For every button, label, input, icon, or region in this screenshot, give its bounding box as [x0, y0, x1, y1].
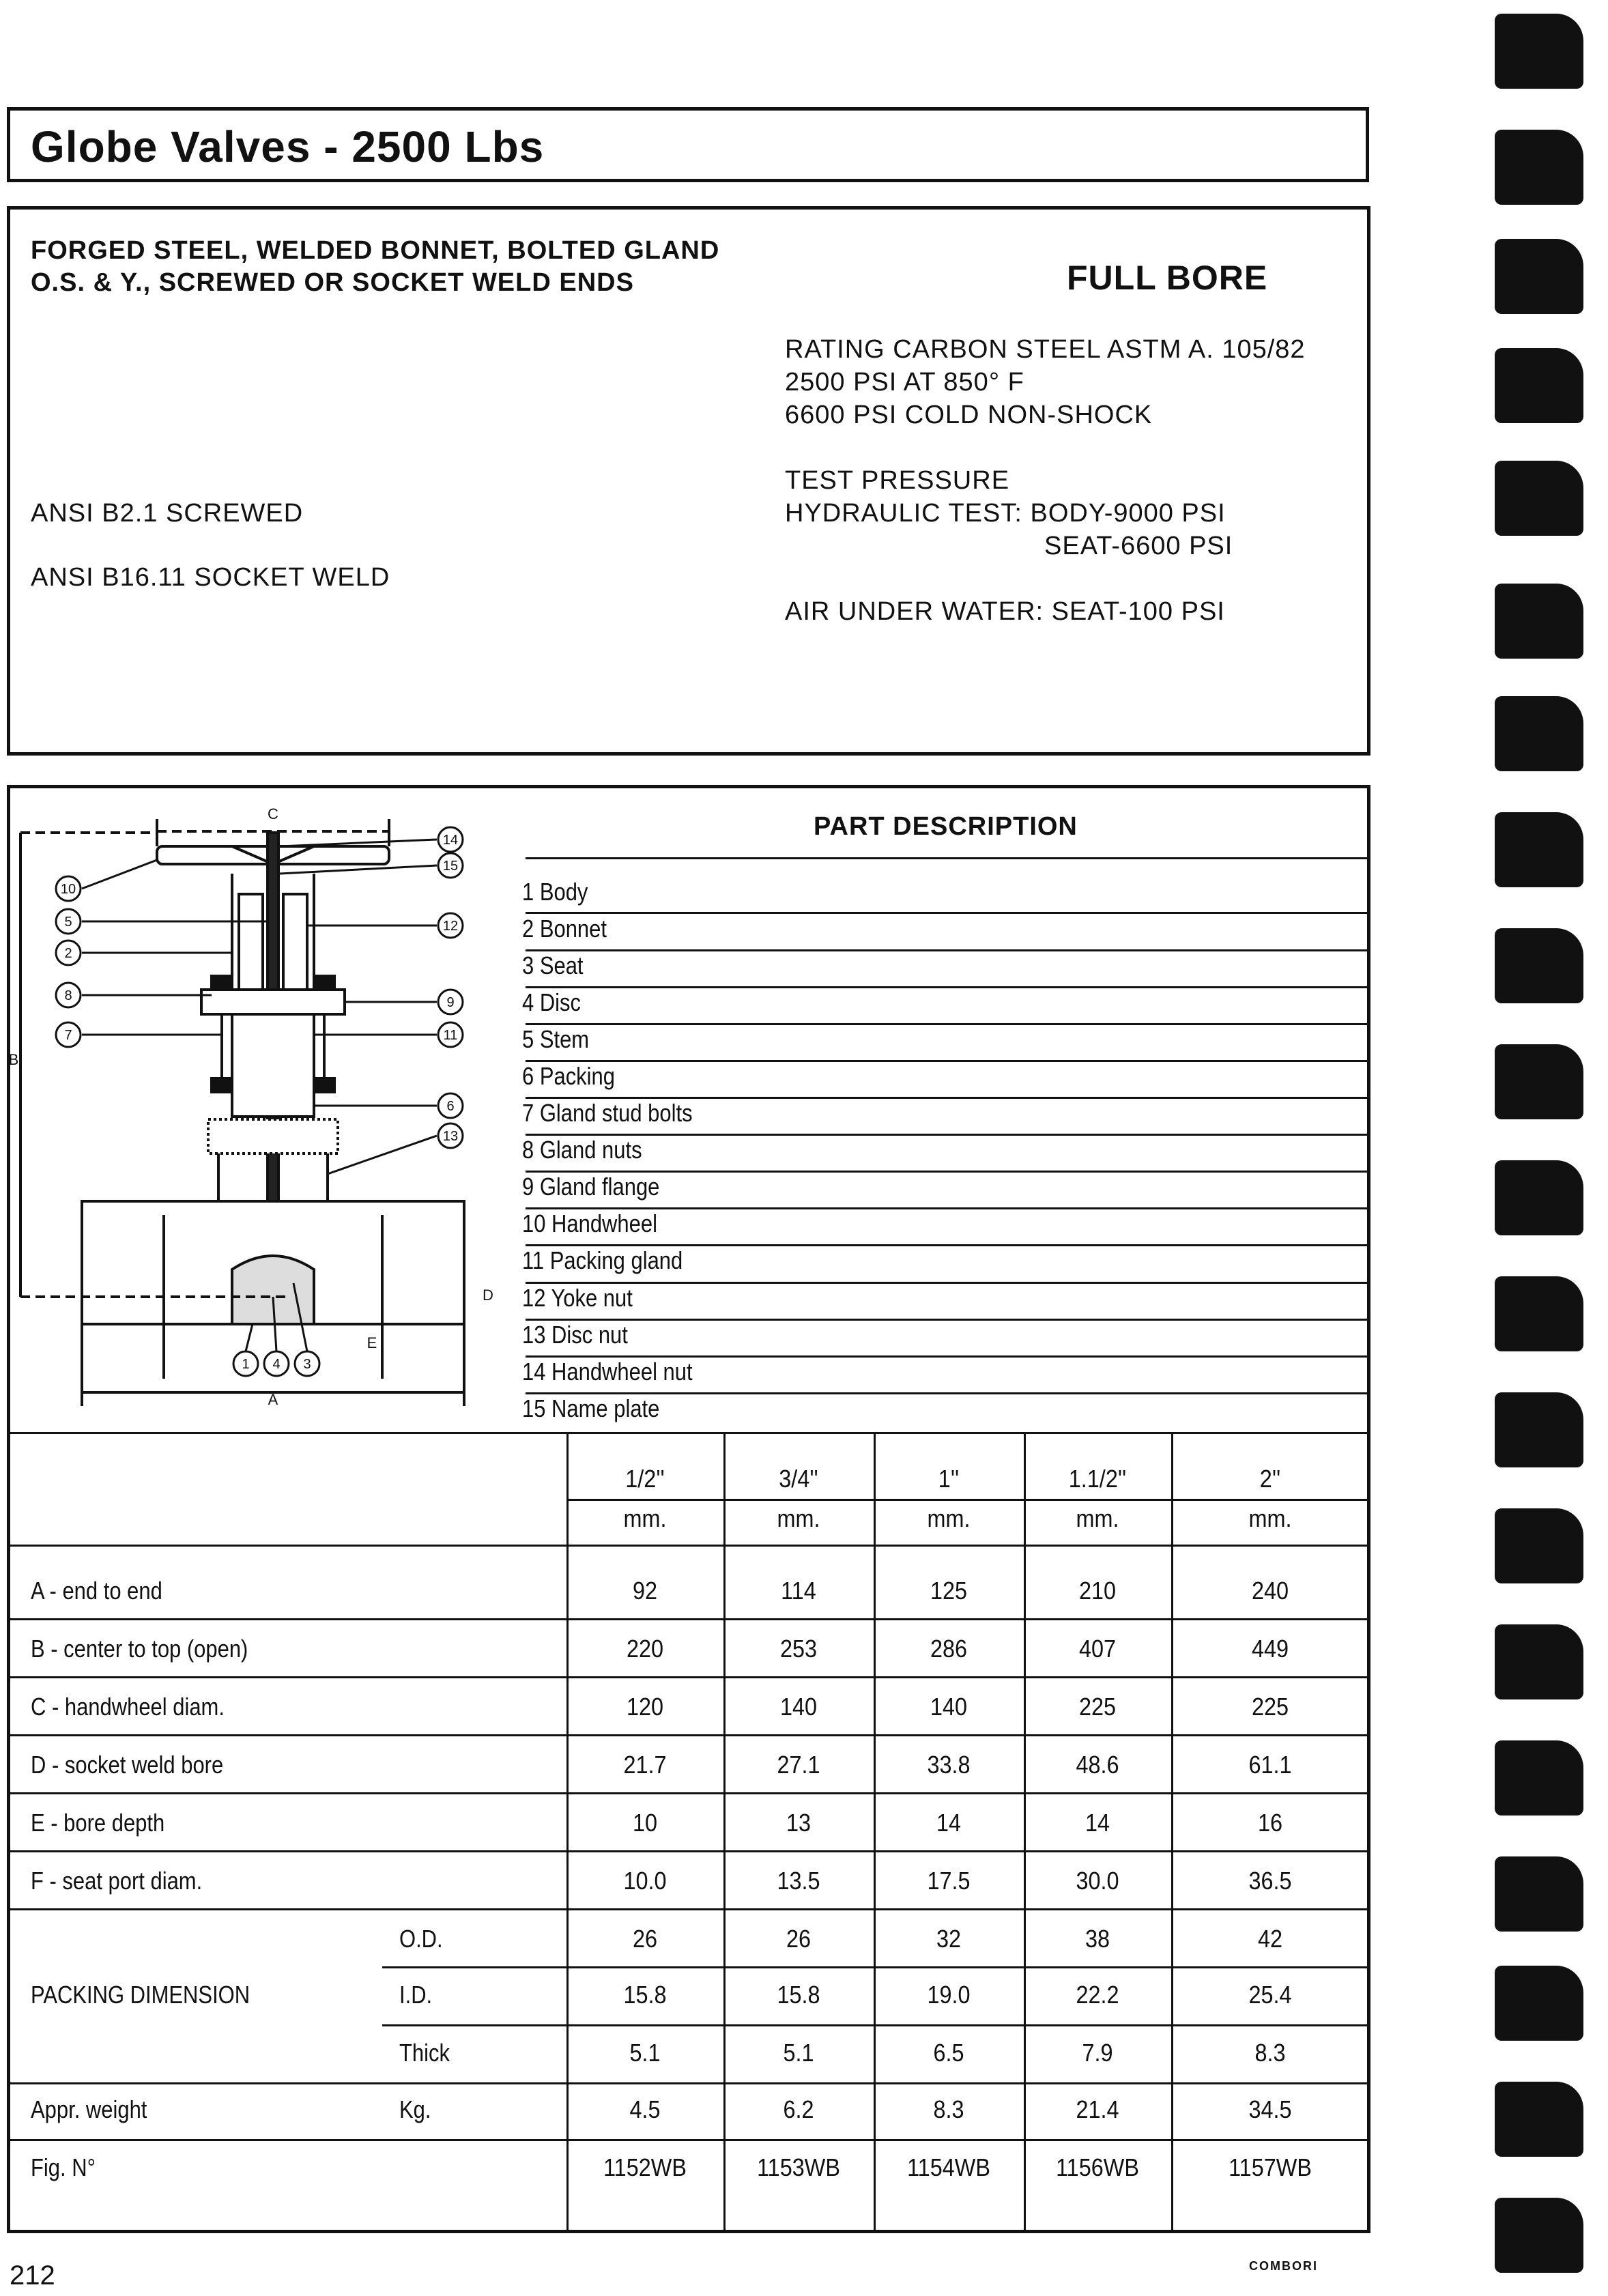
air-test-line: AIR UNDER WATER: SEAT-100 PSI [785, 597, 1225, 626]
ansi-screwed: ANSI B2.1 SCREWED [31, 499, 304, 528]
size-header: 3/4'' [779, 1465, 818, 1493]
table-cell: 407 [1078, 1635, 1117, 1663]
dim-a-letter: A [268, 1391, 278, 1408]
table-cell: 125 [930, 1577, 968, 1605]
svg-text:5: 5 [64, 915, 72, 930]
test-line-1: TEST PRESSURE [785, 466, 1010, 495]
test-line-3: SEAT-6600 PSI [1044, 532, 1233, 560]
table-cell: 449 [1251, 1635, 1289, 1663]
row-label: B - center to top (open) [31, 1635, 248, 1663]
callout-8 [56, 983, 212, 1007]
table-cell: 5.1 [783, 2039, 814, 2067]
table-cell: 225 [1251, 1693, 1289, 1721]
callout-6 [314, 1093, 463, 1118]
table-cell: 92 [632, 1577, 658, 1605]
table-cell: 1157WB [1229, 2153, 1312, 2181]
ansi-socket-weld: ANSI B16.11 SOCKET WELD [31, 563, 390, 592]
part-item: 13 Disc nut [522, 1321, 628, 1349]
svg-text:1: 1 [242, 1357, 250, 1372]
callout-7 [56, 1022, 222, 1047]
part-item: 8 Gland nuts [522, 1136, 642, 1164]
weight-label: Appr. weight [31, 2095, 147, 2123]
svg-text:10: 10 [60, 882, 76, 897]
table-cell: 26 [632, 1925, 658, 1953]
packing-sub-label: Thick [399, 2039, 450, 2067]
table-cell: 140 [930, 1693, 968, 1721]
dim-b-letter: B [8, 1051, 19, 1068]
spec-line-1: FORGED STEEL, WELDED BONNET, BOLTED GLAND [31, 236, 720, 265]
table-cell: 15.8 [623, 1981, 667, 2009]
callout-1 [233, 1324, 258, 1376]
table-cell: 1152WB [603, 2153, 687, 2181]
table-cell: 21.7 [623, 1751, 667, 1779]
table-cell: 225 [1078, 1693, 1117, 1721]
callout-13 [328, 1123, 463, 1174]
dim-d-letter: D [483, 1287, 493, 1304]
table-cell: 19.0 [927, 1981, 971, 2009]
table-cell: 7.9 [1082, 2039, 1113, 2067]
callout-12 [307, 913, 463, 938]
part-item: 9 Gland flange [522, 1173, 660, 1201]
brand-logo: COMBORI [1249, 2259, 1318, 2273]
table-cell: 21.4 [1076, 2095, 1119, 2123]
table-cell: 36.5 [1248, 1867, 1292, 1895]
table-cell: 6.5 [933, 2039, 964, 2067]
table-cell: 10 [632, 1809, 658, 1837]
row-label: A - end to end [31, 1577, 162, 1605]
part-item: 15 Name plate [522, 1394, 660, 1422]
svg-text:7: 7 [64, 1028, 72, 1043]
unit-header: mm. [1248, 1504, 1292, 1532]
table-cell: 38 [1085, 1925, 1110, 1953]
part-item: 5 Stem [522, 1025, 590, 1053]
size-header: 1'' [938, 1465, 960, 1493]
callout-5 [56, 909, 268, 934]
rating-line-3: 6600 PSI COLD NON-SHOCK [785, 401, 1153, 429]
row-label: D - socket weld bore [31, 1751, 224, 1779]
table-cell: 14 [1085, 1809, 1110, 1837]
table-cell: 13 [786, 1809, 812, 1837]
table-cell: 26 [786, 1925, 812, 1953]
table-cell: 22.2 [1076, 1981, 1119, 2009]
svg-text:11: 11 [443, 1028, 458, 1043]
part-item: 6 Packing [522, 1062, 615, 1090]
table-cell: 32 [936, 1925, 962, 1953]
table-cell: 30.0 [1076, 1867, 1119, 1895]
packing-sub-label: O.D. [399, 1925, 443, 1953]
row-label: C - handwheel diam. [31, 1693, 225, 1721]
table-cell: 13.5 [777, 1867, 820, 1895]
table-cell: 17.5 [927, 1867, 971, 1895]
table-cell: 42 [1257, 1925, 1283, 1953]
page-title: Globe Valves - 2500 Lbs [31, 122, 545, 171]
page-number: 212 [10, 2261, 55, 2291]
size-header: 2'' [1259, 1465, 1281, 1493]
weight-unit: Kg. [399, 2095, 431, 2123]
part-item: 11 Packing gland [522, 1246, 683, 1274]
part-item: 4 Disc [522, 988, 582, 1016]
rating-line-1: RATING CARBON STEEL ASTM A. 105/82 [785, 335, 1306, 364]
table-cell: 8.3 [933, 2095, 964, 2123]
table-cell: 253 [779, 1635, 818, 1663]
part-item: 7 Gland stud bolts [522, 1099, 693, 1127]
row-label: E - bore depth [31, 1809, 165, 1837]
unit-header: mm. [623, 1504, 667, 1532]
rating-line-2: 2500 PSI AT 850° F [785, 368, 1024, 397]
callout-2 [56, 941, 232, 965]
dim-c-letter: C [268, 805, 278, 822]
valve-cross-section-diagram [8, 805, 505, 1408]
part-item: 12 Yoke nut [522, 1284, 633, 1312]
table-cell: 15.8 [777, 1981, 820, 2009]
unit-header: mm. [777, 1504, 820, 1532]
table-cell: 114 [781, 1577, 816, 1605]
table-cell: 25.4 [1248, 1981, 1292, 2009]
unit-header: mm. [927, 1504, 971, 1532]
dim-e-letter: E [367, 1334, 377, 1351]
row-label: F - seat port diam. [31, 1867, 203, 1895]
spec-line-2: O.S. & Y., SCREWED OR SOCKET WELD ENDS [31, 268, 634, 297]
size-header: 1.1/2'' [1068, 1465, 1127, 1493]
table-cell: 27.1 [777, 1751, 820, 1779]
packing-sub-label: I.D. [399, 1981, 433, 2009]
table-cell: 286 [930, 1635, 968, 1663]
table-cell: 1153WB [757, 2153, 840, 2181]
svg-text:2: 2 [64, 946, 72, 961]
part-item: 14 Handwheel nut [522, 1358, 693, 1386]
svg-text:8: 8 [64, 988, 72, 1003]
table-cell: 140 [779, 1693, 818, 1721]
table-cell: 8.3 [1254, 2039, 1286, 2067]
callout-11 [314, 1022, 463, 1047]
table-cell: 34.5 [1248, 2095, 1292, 2123]
part-description-header: PART DESCRIPTION [814, 812, 1078, 841]
table-cell: 1156WB [1056, 2153, 1139, 2181]
callout-10 [56, 860, 157, 901]
fig-number-label: Fig. N° [31, 2153, 96, 2181]
part-item: 1 Body [522, 878, 588, 906]
table-cell: 61.1 [1248, 1751, 1292, 1779]
part-item: 2 Bonnet [522, 915, 607, 943]
svg-text:13: 13 [442, 1129, 459, 1144]
table-cell: 33.8 [927, 1751, 971, 1779]
svg-text:4: 4 [272, 1357, 281, 1372]
callout-9 [345, 990, 463, 1014]
table-cell: 10.0 [623, 1867, 667, 1895]
table-cell: 120 [626, 1693, 664, 1721]
svg-text:14: 14 [442, 833, 459, 848]
table-cell: 220 [626, 1635, 664, 1663]
unit-header: mm. [1076, 1504, 1119, 1532]
table-cell: 240 [1251, 1577, 1289, 1605]
full-bore-label: FULL BORE [1067, 259, 1268, 297]
svg-text:12: 12 [442, 919, 459, 934]
packing-dimension-label: PACKING DIMENSION [31, 1981, 250, 2009]
test-line-2: HYDRAULIC TEST: BODY-9000 PSI [785, 499, 1226, 528]
svg-text:6: 6 [446, 1099, 455, 1114]
svg-text:3: 3 [303, 1357, 311, 1372]
svg-text:9: 9 [446, 995, 455, 1010]
table-cell: 210 [1078, 1577, 1117, 1605]
table-cell: 14 [936, 1809, 962, 1837]
table-cell: 16 [1257, 1809, 1283, 1837]
part-item: 3 Seat [522, 951, 584, 979]
table-cell: 4.5 [629, 2095, 661, 2123]
svg-text:15: 15 [442, 859, 459, 874]
part-item: 10 Handwheel [522, 1209, 657, 1237]
table-cell: 1154WB [907, 2153, 990, 2181]
table-cell: 6.2 [783, 2095, 814, 2123]
table-cell: 48.6 [1076, 1751, 1119, 1779]
size-header: 1/2'' [625, 1465, 665, 1493]
table-cell: 5.1 [629, 2039, 661, 2067]
